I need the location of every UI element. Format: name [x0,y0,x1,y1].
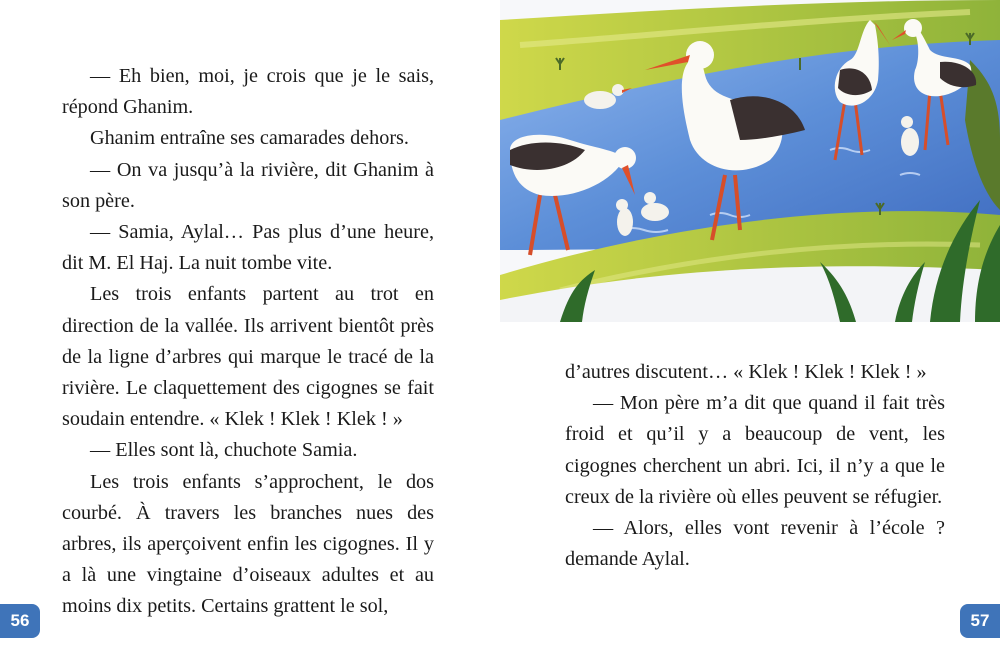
paragraph: Les trois enfants partent au trot en direction de la vallée. Ils arrivent bientôt près de la ligne d’arbres qui marque le tracé de la rivière. Le claquettement des cigognes se fait soudain entendre. « Klek ! Klek ! Klek ! » [62,283,434,431]
page-number-badge: 56 [0,604,40,638]
paragraph: — Eh bien, moi, je crois que je le sais, répond Ghanim. [62,65,434,119]
left-page-text [62,61,434,623]
paragraph: d’autres discutent… « Klek ! Klek ! Klek ! » [565,361,927,383]
paragraph: — Samia, Aylal… Pas plus d’une heure, dit M. El Haj. La nuit tombe vite. [62,221,434,275]
paragraph: — Alors, elles vont revenir à l’école ? demande Aylal. [565,517,945,571]
paragraph: Ghanim entraîne ses camarades dehors. [90,127,409,150]
right-page-text [565,357,945,575]
paragraph: — Mon père m’a dit que quand il fait très froid et qu’il y a beaucoup de vent, les cigognes cherchent un abri. Ici, il n’y a que le creux de la rivière où elles peuvent se réfugier. [565,392,945,508]
page-number-badge: 57 [960,604,1000,638]
paragraph: Les trois enfants s’approchent, le dos courbé. À travers les branches nues des arbres, ils aperçoivent enfin les cigognes. Il y a là une vingtaine d’oiseaux adultes et au moins dix petits. Certains grattent le sol, [62,470,434,618]
stork-river-illustration [500,0,1000,322]
paragraph: — Elles sont là, chuchote Samia. [90,439,358,462]
paragraph: — On va jusqu’à la rivière, dit Ghanim à son père. [62,158,434,212]
